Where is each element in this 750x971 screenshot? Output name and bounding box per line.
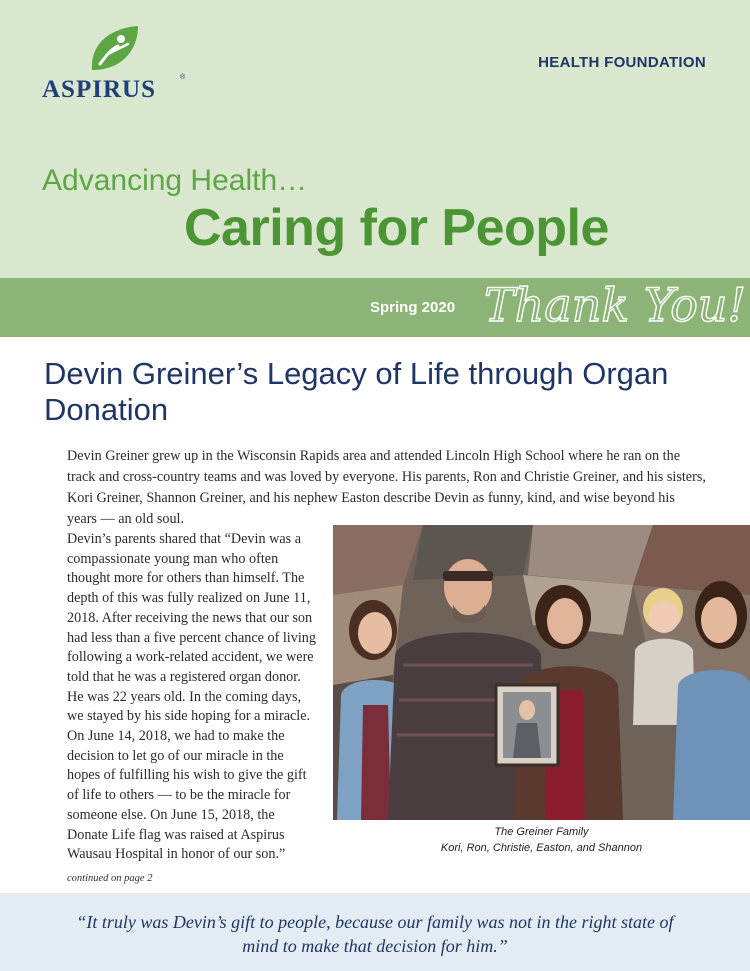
- aspirus-logo[interactable]: [42, 24, 192, 104]
- logo-trademark: ®: [180, 74, 186, 81]
- article-headline: Devin Greiner’s Legacy of Life through Organ Donation: [44, 356, 669, 427]
- pull-quote-box: [0, 893, 750, 971]
- article-intro: Devin Greiner grew up in the Wisconsin Rapids area and attended Lincoln High School where he ran on the track and cross-country teams and was loved by everyone. His parents, Ron and Christie Greiner, and his sisters, Kori Greiner, Shannon Greiner, and his nephew Easton describe Devin as funny, kind, and wise beyond his years — an old soul.: [67, 448, 706, 527]
- masthead: [0, 0, 750, 278]
- tagline-secondary: Caring for People: [184, 199, 609, 257]
- pull-quote: “It truly was Devin’s gift to people, because our family was not in the right state of mind to make that decision for him.”: [76, 912, 674, 956]
- tagline-primary: Advancing Health…: [42, 164, 308, 197]
- issue-season: Spring 2020: [370, 299, 456, 316]
- family-photo: [333, 525, 750, 820]
- photo-caption-title: The Greiner Family: [494, 826, 589, 838]
- svg-text:Thank You!: Thank You!: [484, 278, 747, 332]
- logo-wordmark: ASPIRUS: [42, 76, 156, 103]
- article-body: Devin’s parents shared that “Devin was a compassionate young man who often thought more for others than himself. The depth of this was fully realized on June 11, 2018. After receiving the news that our son had less than a five percent chance of living following a work-related accident, we were told that he was a registered organ donor. He was 22 years old. In the coming days, we stayed by his side hoping for a miracle. On June 14, 2018, we had to make the decision to let go of our miracle in the hopes of fulfilling his wish to give the gift of life to others — to be the miracle for someone else. On June 15, 2018, the Donate Life flag was raised at Aspirus Wausau Hospital in honor of our son.”: [67, 531, 316, 863]
- leaf-figure-icon: [88, 24, 140, 74]
- photo-caption-names: Kori, Ron, Christie, Easton, and Shannon: [440, 842, 643, 854]
- foundation-label: HEALTH FOUNDATION: [538, 54, 706, 71]
- continued-link[interactable]: continued on page 2: [67, 873, 153, 884]
- thank-you-script: [478, 253, 747, 343]
